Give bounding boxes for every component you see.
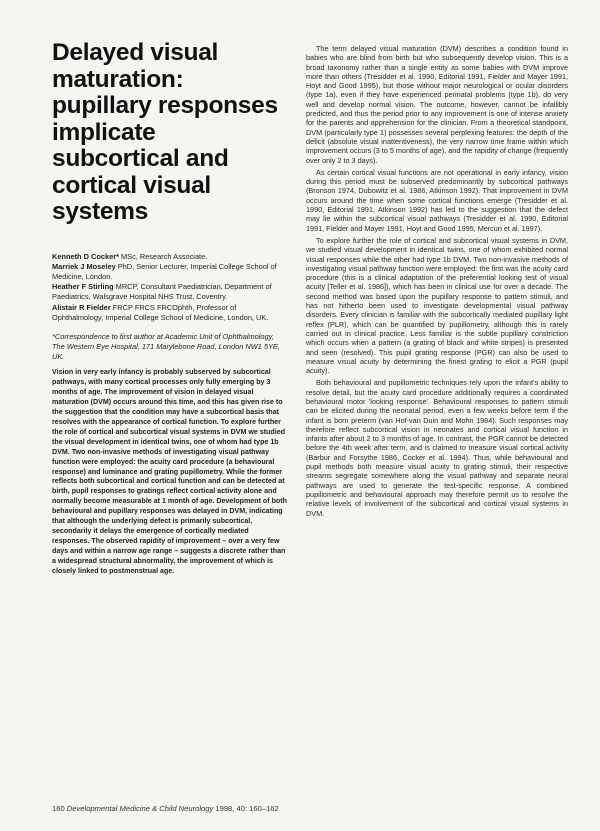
body-text	[306, 44, 568, 521]
author-entry	[52, 252, 288, 262]
abstract	[52, 368, 288, 577]
correspondence-note: *Correspondence to first author at Academic Unit of Ophthalmology, The Western Eye Hospital, 171 Marylebone Road, London NW1 5YE, UK.	[52, 331, 280, 362]
author-name: Marriek J Moseley	[52, 261, 116, 271]
author-name: Alistair R Fielder	[52, 302, 111, 312]
author-affiliation: FRCP FRCS FRCOphth, Professor of Ophthalmology, Imperial College School of Medicine, London, UK.	[52, 302, 269, 322]
page-footer	[52, 804, 572, 813]
left-column	[52, 40, 288, 370]
body-paragraph: Both behavioural and pupillometric techniques rely upon the infant's ability to resolve detail, but the acuity card procedure additionally requires a coordinated behavioural motor 'looking response'. Behavioural responses to pattern stimuli can be elicited during the neonatal period, even a few weeks before term if the infant is born preterm (van Hof-van Duin and Mohn 1984). Such responses may therefore reflect subcortical vision in neonates and cortical visual function in infants after about 2 to 3 months of age. In contrast, the PGR cannot be detected before the 4th week after term, and is claimed to measure visual cortical activity (Barbur and Forsythe 1986, Cocker et al. 1994). Thus, while behavioural and pupil methods both measure visual acuity to grating stimuli, their respective streams segregate somewhere along the visual pathway and separate neural pathways are used to generate the test-specific response. A combined pupillometric and behavioural approach may therefore permit us to resolve the relative levels of involvement of the subcortical and cortical visual systems in DVM.	[306, 378, 568, 518]
author-entry	[52, 303, 288, 323]
author-entry	[52, 282, 288, 302]
journal-name: Developmental Medicine & Child Neurology	[66, 804, 214, 813]
body-paragraph: As certain cortical visual functions are not operational in early infancy, vision during this period must be subserved predominantly by subcortical pathways (Bronson 1974, Dubowitz et al. 1986, Atkinson 1992). That improvement in DVM occurs around the time when some cortical functions emerge (Tresidder et al. 1990, Editorial 1991, Atkinson 1992) has led to the suggestion that the defect may lie within the subcortical visual pathways (Tresidder et al. 1990, Editorial 1991, Fielder and Mayer 1991, Hoyt and Good 1995, Mercuri et al. 1997).	[306, 167, 568, 233]
body-paragraph: To explore further the role of cortical and subcortical visual systems in DVM, we studied visual development in identical twins, one of whom exhibited normal visual responses while the other had type 1b DVM. Two non-invasive methods of investigating visual pathway function were employed: the first was the acuity card procedure (this is a clinical adaptation of the preferential looking test of visual acuity [Teller et al. 1986]), which has been in clinical use for over a decade. The second method was based upon the pupillary response to pattern stimuli, and has not hitherto been used to investigate developmental visual pathway disorders. Every clinician is familiar with the subcortically mediated pupillary light reflex (PLR), which can be quantified by pupillometry, although this is rarely carried out in clinical practice. Less familiar is the subtle pupillary constriction which occurs when a pattern (a grating of black and white stripes) is presented and seen (resolved). This pupil grating response (PGR) can also be used to measure visual acuity by determining the finest grating to elicit a PGR (pupil acuity).	[306, 235, 568, 376]
author-entry	[52, 262, 288, 282]
author-affiliation: MRCP, Consultant Paediatrician, Department of Paediatrics, Walsgrave Hospital NHS Trust, Coventry.	[52, 282, 272, 302]
citation: 1998, 40: 160–162	[215, 804, 279, 813]
body-paragraph: The term delayed visual maturation (DVM) describes a condition found in babies who are blind from birth but who subsequently develop vision. This is a broad taxonomy rather than a single entity as some babies with DVM improve more than others (Tresidder et al. 1990, Editorial 1991, Fielder and Mayer 1991, Hoyt and Good 1995), but those without major neurological or ocular disorders (type 1a), even if they have experienced perinatal problems (type 1b), do very well and develop normal vision. The outcome, however, cannot be infallibly predicted, and thus the period prior to any improvement is one of intense anxiety for the parents and apprehension for the clinician. From a theoretical standpoint, DVM (particularly type 1) possesses several perplexing features: the depth of the deficit (absolute visual inattentiveness), the very narrow time frame within which improvement occurs (3 to 5 months of age), and the rapidity of change (frequently over only 2 to 3 days).	[306, 44, 568, 165]
article-title: Delayed visual maturation: pupillary responses implicate subcortical and cortical visual systems	[52, 39, 278, 225]
abstract-text: Vision in very early infancy is probably subserved by subcortical pathways, with many cortical processes only fully emerging by 3 months of age. The improvement of vision in delayed visual maturation (DVM) occurs around this time, and this has given rise to the suggestion that the condition may have a subcortical basis that resolves with the appearance of cortical function. To explore further the role of cortical and subcortical visual systems in DVM we studied the visual development in identical twins, one of whom had type 1b DVM. Two non-invasive methods of investigating visual pathway function were employed: the acuity card procedure (a behavioural response) and luminance and grating pupillometry. While the former reflects both subcortical and cortical function and can be detected at birth, pupil responses to gratings reflect cortical activity alone and normally become measurable at 1 month of age. Development of both behavioural and pupillary responses was delayed in DVM, indicating that although the underlying defect is primarily subcortical, secondarily it delays the emergence of cortically mediated responses. The observed rapidity of improvement – over a very few days and within a narrow age range – suggests a discrete rather than a widespread structural abnormality, the improvement of which is closely linked to postmenstrual age.	[52, 368, 287, 576]
author-affiliation: MSc, Research Associate.	[118, 251, 208, 261]
author-name: Heather F Stirling	[52, 282, 114, 292]
page-number: 160	[52, 804, 65, 813]
author-name: Kenneth D Cocker*	[52, 251, 119, 261]
author-list	[52, 252, 288, 323]
author-affiliation: PhD, Senior Lecturer, Imperial College School of Medicine, London.	[52, 261, 277, 281]
